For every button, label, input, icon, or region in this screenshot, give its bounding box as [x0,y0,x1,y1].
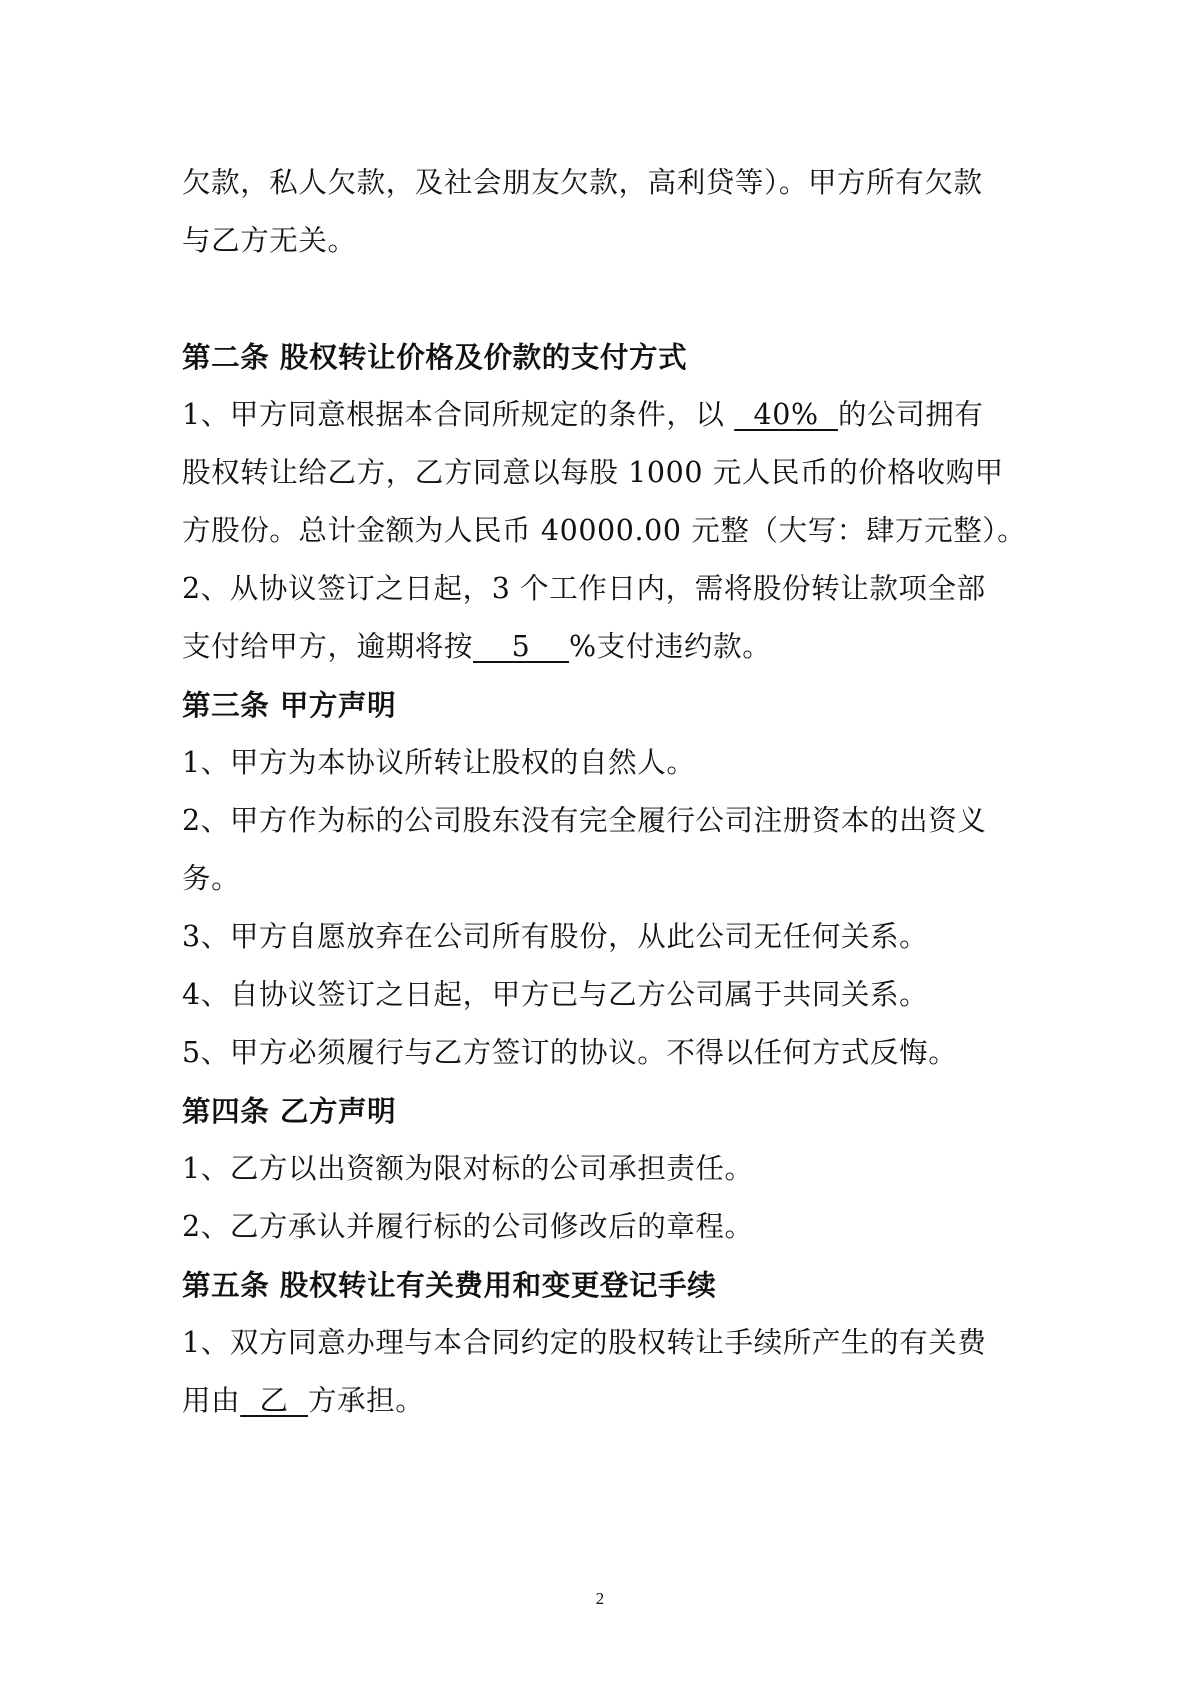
article-5-item-1-text-b: 方承担。 [307,1384,425,1417]
article-2-item-2-line-2 [182,627,1062,667]
article-5-item-1-text-a: 用由 [182,1384,241,1417]
fee-bearer-blank: 乙 [240,1384,308,1417]
article-4-item-2: 2、乙方承认并履行标的公司修改后的章程。 [182,1210,754,1243]
article-2-item-1-line-2: 股权转让给乙方，乙方同意以每股 1000 元人民币的价格收购甲 [182,456,1004,489]
article-2-item-2-text-b: %支付违约款。 [569,630,772,663]
article-5-heading: 第五条 股权转让有关费用和变更登记手续 [182,1268,717,1302]
article-3-item-1: 1、甲方为本协议所转让股权的自然人。 [182,746,696,779]
article-4-item-1: 1、乙方以出资额为限对标的公司承担责任。 [182,1152,754,1185]
continued-text-line-1: 欠款，私人欠款，及社会朋友欠款，高利贷等）。甲方所有欠款 [182,166,983,199]
article-3-item-5: 5、甲方必须履行与乙方签订的协议。不得以任何方式反悔。 [182,1036,958,1069]
article-3-heading: 第三条 甲方声明 [182,688,397,722]
transfer-percentage-blank: 40% [734,398,838,431]
article-3-item-3: 3、甲方自愿放弃在公司所有股份，从此公司无任何关系。 [182,920,929,953]
article-2-item-1-text-a: 1、甲方同意根据本合同所规定的条件，以 [182,398,735,431]
penalty-rate-blank: 5 [473,630,570,663]
article-2-item-1-text-b: 的公司拥有 [838,398,984,431]
article-5-item-1-line-2 [182,1381,1062,1421]
article-2-heading: 第二条 股权转让价格及价款的支付方式 [182,340,688,374]
article-3-item-2-line-2: 务。 [182,862,241,895]
article-2-item-2-text-a: 支付给甲方，逾期将按 [182,630,474,663]
article-4-heading: 第四条 乙方声明 [182,1094,397,1128]
article-5-item-1-line-1: 1、双方同意办理与本合同约定的股权转让手续所产生的有关费 [182,1326,987,1359]
article-2-item-2-line-1: 2、从协议签订之日起，3 个工作日内，需将股份转让款项全部 [182,572,986,605]
article-2-item-1-line-1 [182,395,1062,435]
article-3-item-2-line-1: 2、甲方作为标的公司股东没有完全履行公司注册资本的出资义 [182,804,987,837]
article-3-item-4: 4、自协议签订之日起，甲方已与乙方公司属于共同关系。 [182,978,929,1011]
page-number: 2 [595,1589,605,1608]
continued-text-line-2: 与乙方无关。 [182,224,357,257]
article-2-item-1-line-3: 方股份。总计金额为人民币 40000.00 元整（大写：肆万元整）。 [182,514,1027,547]
